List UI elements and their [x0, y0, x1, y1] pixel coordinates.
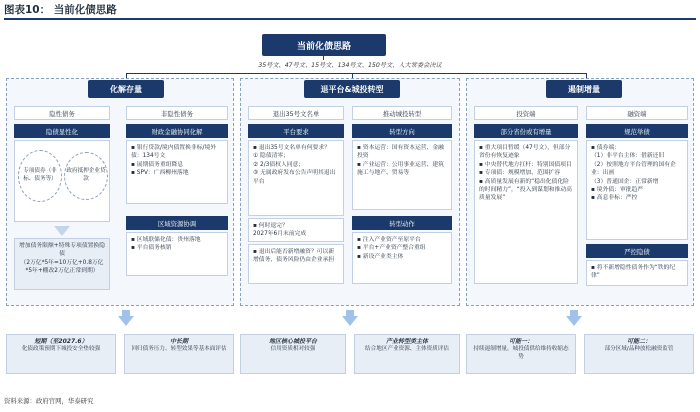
middle-col2-title: 推动城投转型 [352, 106, 452, 120]
arrow-middle-head [342, 316, 358, 326]
right-col2-box2: ▪ 将不新增隐性债务作为“铁的纪律” [586, 260, 688, 286]
bottom-short-term-text: 化债政策预期下城投安全垫较强 [21, 346, 101, 353]
bottom-possibility-one-text: 持续遏制增量，城投债供给维持收缩态势 [473, 346, 569, 361]
middle-col1-sub: 平台要求 [248, 124, 344, 138]
policy-line: 35号文、47号文、15号文、134号文、150号文、人大常委会决议 [258, 62, 442, 69]
root-connector-horizontal [126, 73, 586, 74]
oval-gov-loan: 政府抵押企业贷款 [64, 152, 108, 200]
middle-col1-box1: ▪ 退出35号文名单有何要求？ ① 隐债清零； ② 2/3债权人同意； ③ 无属政府发布公告声明其退出平台 [248, 140, 344, 216]
left-col2-box1: ▪ 银行贷款/境内债置换非标/境外债：134号文 ▪ 展期债务重组降息 ▪ SPV：广西柳州落地 [126, 140, 228, 204]
title-rule [4, 18, 696, 20]
left-bottom-box: 增加债务限额+特殊专项债置换隐债 （2万亿*5年=10万亿+0.8万亿*5年+棚改2万亿正常到期） [14, 238, 110, 290]
bottom-long-term-title: 中长期 [169, 338, 188, 345]
right-col2-sub1: 规范举债 [586, 124, 688, 138]
bottom-possibility-one-title: 可能一： [508, 338, 533, 345]
bottom-short-term [6, 334, 116, 374]
left-col2-title: 非隐性债务 [126, 106, 228, 120]
right-col1-title: 投资端 [474, 106, 578, 120]
root-node: 当前化债思路 [262, 34, 386, 56]
right-col2-title: 融资端 [586, 106, 688, 120]
middle-col2-sub1: 转型方向 [352, 124, 452, 138]
bottom-long-term-text: 回归债务压力、转型效果等基本面评估 [131, 346, 227, 353]
header-resolve-stock: 化解存量 [88, 80, 164, 98]
bottom-industry-transform [354, 334, 460, 374]
left-col1-title: 隐性债务 [14, 106, 110, 120]
middle-col2-sub2: 转型动作 [352, 216, 452, 230]
bottom-possibility-two [584, 334, 694, 374]
middle-col2-box1: ▪ 资本运营：国有资本运营、金融投资 ▪ 产业运营：公用事业运营、建筑施工与地产、贸易等 [352, 140, 452, 210]
bottom-possibility-one [466, 334, 576, 374]
bottom-industry-transform-title: 产业转型类主体 [385, 338, 428, 345]
left-col2-sub2: 区域资源协调 [126, 216, 228, 230]
arrow-left-head [118, 316, 134, 326]
right-col1-box: ▪ 重大项目暂缓（47号文），但部分省份有恢复迹象 ▪ 中央替代地方扛杆：特别国债项目 ▪ 专项债：规模增加、范围扩容 ▪ 高质量发展有新的“稳出化债化险的时间精力”，“投入到谋划和推动高质量发展” [474, 140, 578, 284]
header-exit-platform: 退平台&城投转型 [304, 80, 400, 98]
middle-col1-box2: ▪ 何时退完？ 2027年6月末前完成 [248, 218, 344, 242]
bottom-possibility-two-title: 可能二： [626, 338, 651, 345]
left-col2-sub1: 财政金融协同化解 [126, 124, 228, 138]
bottom-core-platform [240, 334, 346, 374]
bottom-core-platform-title: 地区核心城投平台 [268, 338, 317, 345]
right-col2-box1: ▪ 债券端： （1）非平台主体：借新还旧 （2）按照地方平台管理的国有企业：出画 （3）普通国企：正常新增 ▪ 境外债：审批趋严 ▪ 高息非标：严控 [586, 140, 688, 240]
arrow-right-head [566, 316, 582, 326]
middle-col1-box3: ▪ 退出后能否新增融资？可以新增债务，债务风险仍由企业承担 [248, 244, 344, 284]
header-curb-increment: 遏制增量 [546, 80, 622, 98]
source-note: 资料来源：政府官网，华泰研究 [4, 397, 94, 405]
root-connector-vertical [323, 56, 324, 60]
right-col2-sub2: 严控隐债 [586, 244, 688, 258]
bottom-long-term [124, 334, 234, 374]
left-col2-box2: ▪ 区域联储化债：贵州落地 ▪ 平台债务核销 [126, 232, 228, 276]
bottom-core-platform-text: 信用资质相对较强 [270, 346, 316, 353]
left-down-arrow [54, 226, 70, 236]
middle-col2-box2: ▪ 注入产业资产至原平台 ▪ 平台+产业资产整合重组 ▪ 新设产业类主体 [352, 232, 452, 284]
middle-col1-title: 退出35号文名单 [248, 106, 344, 120]
bottom-short-term-title: 短期（至2027.6） [34, 338, 88, 345]
left-col1-sub: 隐债显性化 [14, 124, 110, 138]
bottom-industry-transform-text: 结合地区产业资源、主体资质评估 [365, 346, 449, 353]
bottom-possibility-two-text: 部分区域/品种放松融资监管 [604, 346, 674, 353]
right-col1-sub: 部分省份或有增量 [474, 124, 578, 138]
figure-title: 图表10： 当前化债思路 [4, 4, 117, 16]
oval-special-bond: 专项债券（非标、债务等） [18, 150, 62, 202]
